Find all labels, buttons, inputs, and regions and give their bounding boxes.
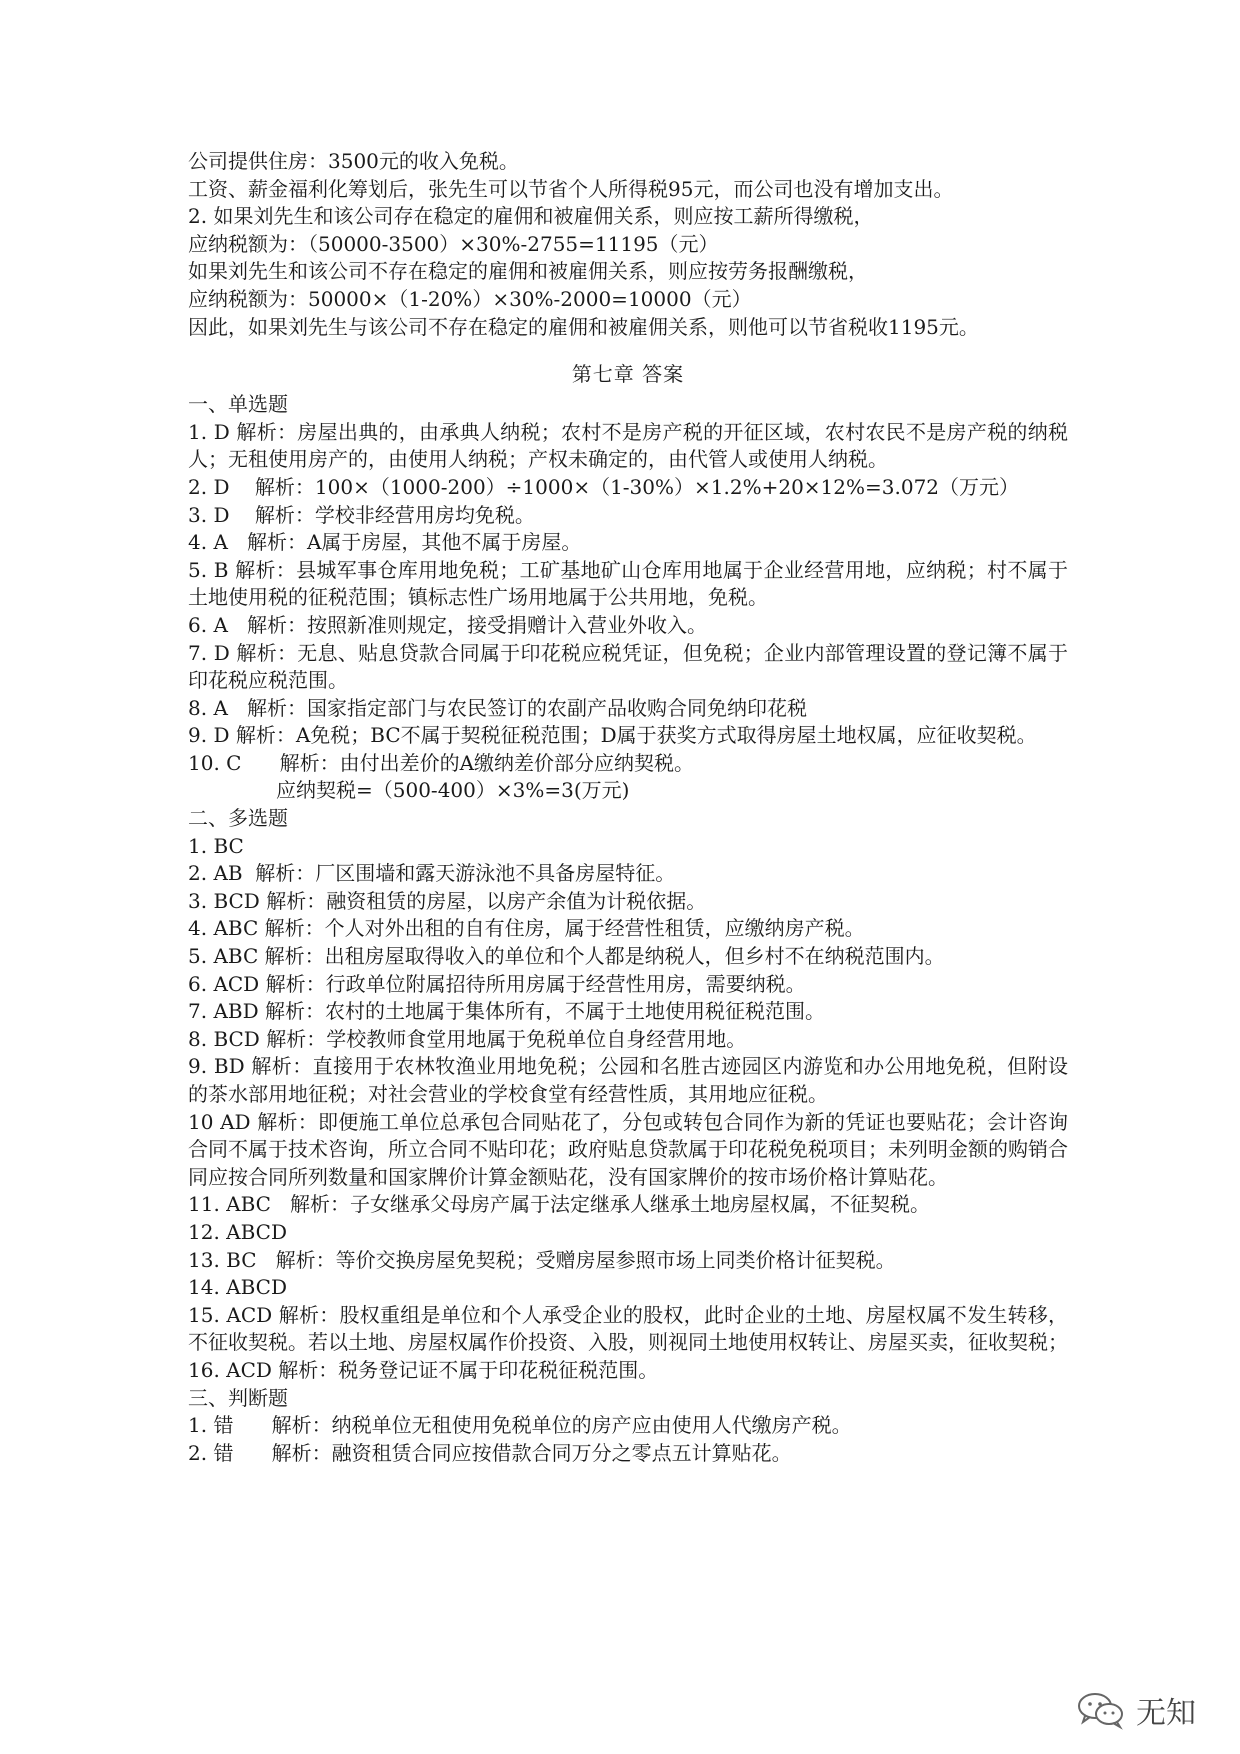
section-heading-single: 一、单选题: [188, 392, 288, 417]
answer-item: 16. ACD 解析：税务登记证不属于印花税征税范围。: [188, 1357, 659, 1382]
answer-item: 11. ABC 解析：子女继承父母房产属于法定继承人继承土地房屋权属，不征契税。: [188, 1192, 931, 1217]
answer-item: 3. BCD 解析：融资租赁的房屋，以房产余值为计税依据。: [188, 888, 707, 913]
answer-item: 7. ABD 解析：农村的土地属于集体所有，不属于土地使用税征税范围。: [188, 999, 825, 1024]
watermark: [1076, 1688, 1196, 1732]
answer-item: 1. BC: [188, 833, 244, 858]
answer-item: 1. D 解析：房屋出典的，由承典人纳税；农村不是房产税的开征区域，农村农民不是房产税的纳税人；无租使用房产的，由使用人纳税；产权未确定的，由代管人或使用人纳税。: [188, 419, 1068, 472]
text-line: 如果刘先生和该公司不存在稳定的雇佣和被雇佣关系，则应按劳务报酬缴税，: [188, 259, 868, 284]
answer-item: 5. B 解析：县城军事仓库用地免税；工矿基地矿山仓库用地属于企业经营用地，应纳税；村不属于土地使用税的征税范围；镇标志性广场用地属于公共用地，免税。: [188, 557, 1068, 610]
answer-item: 6. A 解析：按照新准则规定，接受捐赠计入营业外收入。: [188, 612, 707, 637]
answer-item: 4. ABC 解析：个人对外出租的自有住房，属于经营性租赁，应缴纳房产税。: [188, 916, 865, 941]
answer-item: 8. A 解析：国家指定部门与农民签订的农副产品收购合同免纳印花税: [188, 695, 807, 720]
wechat-icon: [1076, 1690, 1126, 1730]
watermark-text: 无知: [1136, 1696, 1196, 1731]
answer-item: 9. D 解析：A免税；BC不属于契税征税范围；D属于获奖方式取得房屋土地权属，应征收契税。: [188, 723, 1037, 748]
answer-item: 14. ABCD: [188, 1275, 288, 1300]
answer-item: 12. ABCD: [188, 1219, 288, 1244]
answer-item: 3. D 解析：学校非经营用房均免税。: [188, 502, 535, 527]
answer-item: 13. BC 解析：等价交换房屋免契税；受赠房屋参照市场上同类价格计征契税。: [188, 1247, 896, 1272]
chapter-title: 第七章 答案: [571, 362, 685, 387]
document-page: [188, 148, 1068, 1467]
answer-item: 9. BD 解析：直接用于农林牧渔业用地免税；公园和名胜古迹园区内游览和办公用地免税，但附设的茶水部用地征税；对社会营业的学校食堂有经营性质，其用地应征税。: [188, 1054, 1068, 1106]
text-line: 2. 如果刘先生和该公司存在稳定的雇佣和被雇佣关系，则应按工薪所得缴税，: [188, 204, 874, 229]
answer-calc: 应纳契税=（500-400）×3%=3(万元): [276, 778, 630, 803]
answer-item: 8. BCD 解析：学校教师食堂用地属于免税单位自身经营用地。: [188, 1026, 747, 1051]
text-line: 公司提供住房：3500元的收入免税。: [188, 149, 519, 173]
text-line: 应纳税额为：50000×（1-20%）×30%-2000=10000（元）: [188, 286, 752, 311]
answer-item: 15. ACD 解析：股权重组是单位和个人承受企业的股权，此时企业的土地、房屋权属不发生转移，不征收契税。若以土地、房屋权属作价投资、入股，则视同土地使用权转让、房屋买卖，征收契税；: [188, 1302, 1068, 1355]
answer-item: 2. D 解析：100×（1000-200）÷1000×（1-30%）×1.2%+20×12%=3.072（万元）: [188, 474, 1020, 499]
answer-item: 6. ACD 解析：行政单位附属招待所用房属于经营性用房，需要纳税。: [188, 971, 806, 996]
text-line: 工资、薪金福利化筹划后，张先生可以节省个人所得税95元，而公司也没有增加支出。: [188, 176, 954, 201]
answer-item: 7. D 解析：无息、贴息贷款合同属于印花税应税凭证，但免税；企业内部管理设置的登记簿不属于印花税应税范围。: [188, 640, 1068, 693]
answer-item: 1. 错 解析：纳税单位无租使用免税单位的房产应由使用人代缴房产税。: [188, 1413, 852, 1438]
answer-item: 4. A 解析：A属于房屋，其他不属于房屋。: [188, 530, 582, 555]
text-line: 应纳税额为：（50000-3500）×30%-2755=11195（元）: [188, 231, 719, 256]
answer-item: 2. 错 解析：融资租赁合同应按借款合同万分之零点五计算贴花。: [188, 1440, 792, 1465]
text-line: 因此，如果刘先生与该公司不存在稳定的雇佣和被雇佣关系，则他可以节省税收1195元。: [188, 314, 979, 339]
section-heading-multi: 二、多选题: [188, 806, 288, 831]
answer-item: 5. ABC 解析：出租房屋取得收入的单位和个人都是纳税人，但乡村不在纳税范围内。: [188, 944, 945, 969]
answer-item: 2. AB 解析：厂区围墙和露天游泳池不具备房屋特征。: [188, 861, 676, 886]
answer-item: 10. C 解析：由付出差价的A缴纳差价部分应纳契税。: [188, 750, 695, 775]
section-heading-judge: 三、判断题: [188, 1385, 288, 1410]
answer-item: 10 AD 解析：即便施工单位总承包合同贴花了，分包或转包合同作为新的凭证也要贴花；会计咨询合同不属于技术咨询，所立合同不贴印花；政府贴息贷款属于印花税免税项目；未列明金额的购销合同应按合同所列数量和国家牌价计算金额贴花，没有国家牌价的按市场价格计算贴花。: [188, 1109, 1068, 1189]
